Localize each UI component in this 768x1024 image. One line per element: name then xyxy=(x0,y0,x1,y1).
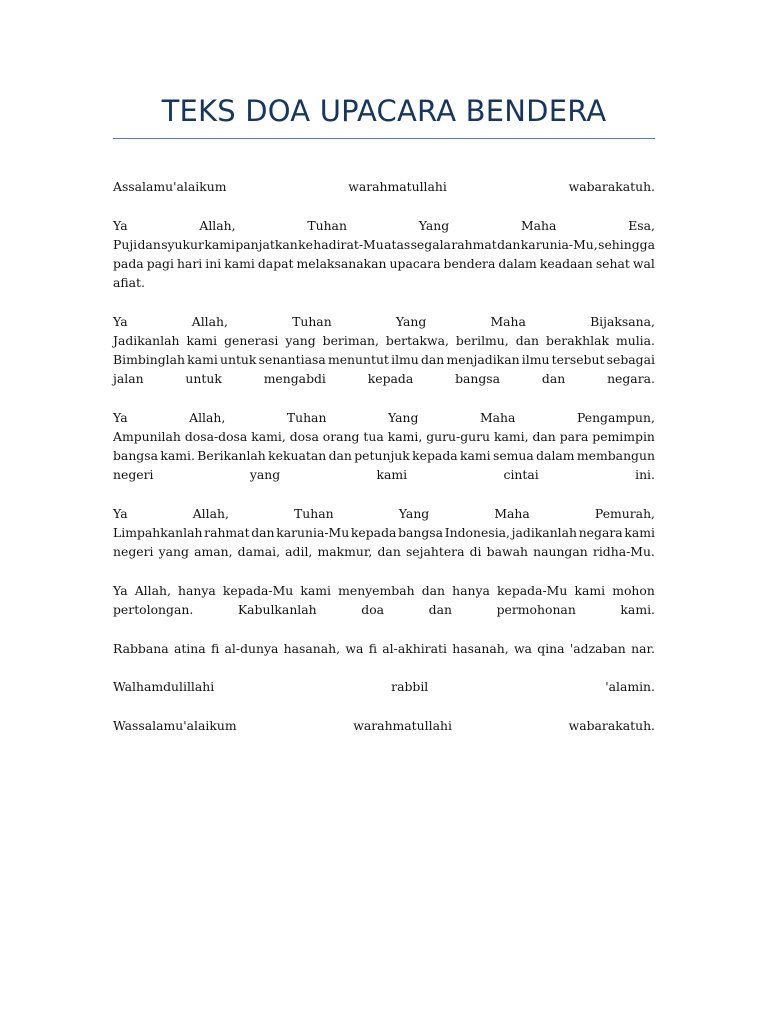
word: wa xyxy=(513,641,532,656)
word: Allah, xyxy=(192,506,229,521)
word: afiat. xyxy=(113,275,145,290)
word: yang xyxy=(158,544,189,559)
word: orang xyxy=(322,429,360,444)
word: guru-guru xyxy=(426,429,491,444)
word: Pemurah, xyxy=(594,506,655,521)
word: wabarakatuh. xyxy=(568,179,655,194)
word: hadirat-Mu xyxy=(313,237,384,252)
word: kami, xyxy=(387,429,423,444)
word: Ya xyxy=(113,314,128,329)
word: Ya xyxy=(113,506,128,521)
word: untuk xyxy=(219,352,257,367)
word: kami xyxy=(187,352,218,367)
word: fi xyxy=(210,641,220,656)
word: hasanah, xyxy=(283,641,341,656)
text-line xyxy=(113,446,655,465)
word: hari xyxy=(176,256,203,271)
word: pertolongan. xyxy=(113,602,194,617)
word: wabarakatuh. xyxy=(568,718,655,733)
word: dan xyxy=(497,237,521,252)
word: generasi xyxy=(224,333,279,348)
word: nar. xyxy=(631,641,655,656)
word: negara xyxy=(578,525,623,540)
word: Berikanlah xyxy=(197,448,266,463)
word: bendera xyxy=(443,256,496,271)
word: cintai xyxy=(503,467,539,482)
word: senantiasa xyxy=(258,352,326,367)
word: kami xyxy=(376,467,408,482)
word: jalan xyxy=(113,371,144,386)
text-line xyxy=(113,254,655,273)
word: negeri xyxy=(113,544,154,559)
text-line xyxy=(113,273,655,292)
word: kepada xyxy=(412,448,458,463)
text-line xyxy=(113,350,655,369)
word: Maha xyxy=(479,410,516,425)
word: kepada xyxy=(350,525,397,540)
word: kami xyxy=(186,333,218,348)
word: mengabdi xyxy=(263,371,326,386)
word: warahmatullahi xyxy=(353,718,452,733)
word: dan xyxy=(515,333,540,348)
word: yang xyxy=(285,333,316,348)
word: aman, xyxy=(194,544,233,559)
word: dalam xyxy=(536,448,575,463)
word: sehingga xyxy=(598,237,655,252)
word: semua xyxy=(492,448,534,463)
word: kepada-Mu xyxy=(222,583,294,598)
word: al-akhirati xyxy=(382,641,447,656)
word: Allah, xyxy=(134,583,171,598)
word: sejahtera xyxy=(405,544,465,559)
text-line xyxy=(113,581,655,600)
word: bangsa xyxy=(113,448,158,463)
word: yang xyxy=(249,467,281,482)
word: membangun xyxy=(576,448,655,463)
word: bertakwa, xyxy=(385,333,449,348)
text-line xyxy=(113,312,655,331)
word: di xyxy=(469,544,482,559)
word: ilmu xyxy=(391,352,419,367)
word: Ya xyxy=(113,410,128,425)
text-line xyxy=(113,235,655,254)
word: hanya xyxy=(452,583,490,598)
word: Walhamdulillahi xyxy=(113,679,215,694)
word: ini xyxy=(205,256,222,271)
word: Puji xyxy=(113,237,138,252)
word: menyembah xyxy=(338,583,415,598)
word: karunia-Mu xyxy=(276,525,350,540)
word: 'alamin. xyxy=(605,679,655,694)
word: rahmat xyxy=(204,525,250,540)
word: mohon xyxy=(612,583,655,598)
word: menuntut xyxy=(327,352,389,367)
word: kami xyxy=(204,237,235,252)
word: Tuhan xyxy=(286,410,327,425)
word: kami xyxy=(460,448,491,463)
word: naungan xyxy=(533,544,588,559)
word: Tuhan xyxy=(294,506,334,521)
word: Rabbana xyxy=(113,641,169,656)
word: negara. xyxy=(607,371,655,386)
word: dan xyxy=(251,525,275,540)
word: dan xyxy=(428,602,452,617)
document-title: TEKS DOA UPACARA BENDERA xyxy=(161,94,607,128)
word: berilmu, xyxy=(455,333,509,348)
word: bangsa xyxy=(455,371,501,386)
word: bangsa xyxy=(398,525,444,540)
word: hanya xyxy=(178,583,216,598)
text-line xyxy=(113,600,655,619)
word: pagi xyxy=(146,256,174,271)
title-underline xyxy=(113,138,655,139)
word: untuk xyxy=(185,371,222,386)
word: dan xyxy=(541,371,566,386)
word: Kabulkanlah xyxy=(237,602,317,617)
word: kami xyxy=(574,583,606,598)
word: kami xyxy=(624,525,655,540)
text-line xyxy=(113,216,655,235)
word: atas xyxy=(384,237,411,252)
word: Maha xyxy=(520,218,557,233)
word: Tuhan xyxy=(292,314,332,329)
word: mulia. xyxy=(615,333,655,348)
word: Esa, xyxy=(628,218,655,233)
word: dan xyxy=(532,429,556,444)
word: dan xyxy=(137,237,161,252)
word: ridha-Mu. xyxy=(592,544,655,559)
word: kepada xyxy=(367,371,414,386)
word: karunia-Mu, xyxy=(520,237,598,252)
word: keadaan xyxy=(539,256,593,271)
word: makmur, xyxy=(317,544,373,559)
word: upacara xyxy=(389,256,441,271)
word: warahmatullahi xyxy=(348,179,447,194)
word: Ampunilah xyxy=(113,429,181,444)
word: rahmat xyxy=(451,237,497,252)
word: kami xyxy=(224,256,255,271)
word: Yang xyxy=(395,314,427,329)
word: al-dunya xyxy=(224,641,279,656)
text-line xyxy=(113,369,655,388)
word: kami. xyxy=(160,448,195,463)
text-line xyxy=(113,331,655,350)
text-line xyxy=(113,408,655,427)
word: Limpahkanlah xyxy=(113,525,203,540)
word: 'adzaban xyxy=(569,641,626,656)
word: Allah, xyxy=(189,410,226,425)
word: kami, xyxy=(493,429,529,444)
word: hasanah, xyxy=(452,641,509,656)
text-line xyxy=(113,677,655,696)
word: Allah, xyxy=(191,314,228,329)
word: Wassalamu'alaikum xyxy=(113,718,237,733)
word: Assalamu'alaikum xyxy=(113,179,227,194)
word: qina xyxy=(537,641,565,656)
word: Ya xyxy=(113,583,128,598)
text-line xyxy=(113,427,655,446)
word: dosa-dosa xyxy=(184,429,248,444)
word: bawah xyxy=(486,544,528,559)
word: ini. xyxy=(635,467,655,482)
word: damai, xyxy=(237,544,281,559)
word: Indonesia, xyxy=(444,525,510,540)
word: dapat xyxy=(257,256,294,271)
word: tua xyxy=(363,429,384,444)
word: Tuhan xyxy=(307,218,347,233)
word: segala xyxy=(410,237,451,252)
word: adil, xyxy=(285,544,313,559)
text-line xyxy=(113,639,655,658)
word: panjatkan xyxy=(235,237,298,252)
word: Bimbinglah xyxy=(113,352,185,367)
word: sehat xyxy=(595,256,630,271)
word: kami. xyxy=(620,602,655,617)
word: Bijaksana, xyxy=(590,314,655,329)
word: pemimpin xyxy=(592,429,655,444)
word: kekuatan xyxy=(268,448,327,463)
word: wa xyxy=(345,641,364,656)
text-line xyxy=(113,465,655,484)
text-line xyxy=(113,177,655,196)
word: ke xyxy=(298,237,313,252)
word: menjadikan xyxy=(446,352,520,367)
word: dan xyxy=(328,448,352,463)
word: fi xyxy=(368,641,377,656)
word: melaksanakan xyxy=(296,256,387,271)
word: atina xyxy=(173,641,206,656)
word: Yang xyxy=(398,506,430,521)
word: dan xyxy=(421,583,446,598)
word: beriman, xyxy=(322,333,379,348)
word: rabbil xyxy=(391,679,429,694)
word: syukur xyxy=(161,237,204,252)
word: kami, xyxy=(251,429,286,444)
word: Yang xyxy=(387,410,419,425)
word: dan xyxy=(377,544,401,559)
word: dan xyxy=(420,352,445,367)
word: dosa xyxy=(289,429,319,444)
word: Ya xyxy=(113,218,128,233)
word: Maha xyxy=(494,506,530,521)
word: jadikanlah xyxy=(511,525,578,540)
word: Pengampun, xyxy=(576,410,655,425)
word: ilmu xyxy=(521,352,550,367)
text-line xyxy=(113,716,655,735)
word: Jadikanlah xyxy=(113,333,180,348)
word: negeri xyxy=(113,467,154,482)
word: doa xyxy=(361,602,385,617)
word: kami xyxy=(300,583,331,598)
text-line xyxy=(113,504,655,523)
text-line xyxy=(113,542,655,561)
word: sebagai xyxy=(606,352,655,367)
word: Maha xyxy=(490,314,526,329)
word: tersebut xyxy=(551,352,605,367)
word: petunjuk xyxy=(354,448,410,463)
word: Yang xyxy=(418,218,450,233)
word: wal xyxy=(632,256,655,271)
text-line xyxy=(113,523,655,542)
word: para xyxy=(559,429,589,444)
word: berakhlak xyxy=(546,333,609,348)
word: Allah, xyxy=(199,218,236,233)
word: dalam xyxy=(498,256,537,271)
word: pada xyxy=(113,256,144,271)
word: kepada-Mu xyxy=(497,583,568,598)
word: permohonan xyxy=(496,602,576,617)
